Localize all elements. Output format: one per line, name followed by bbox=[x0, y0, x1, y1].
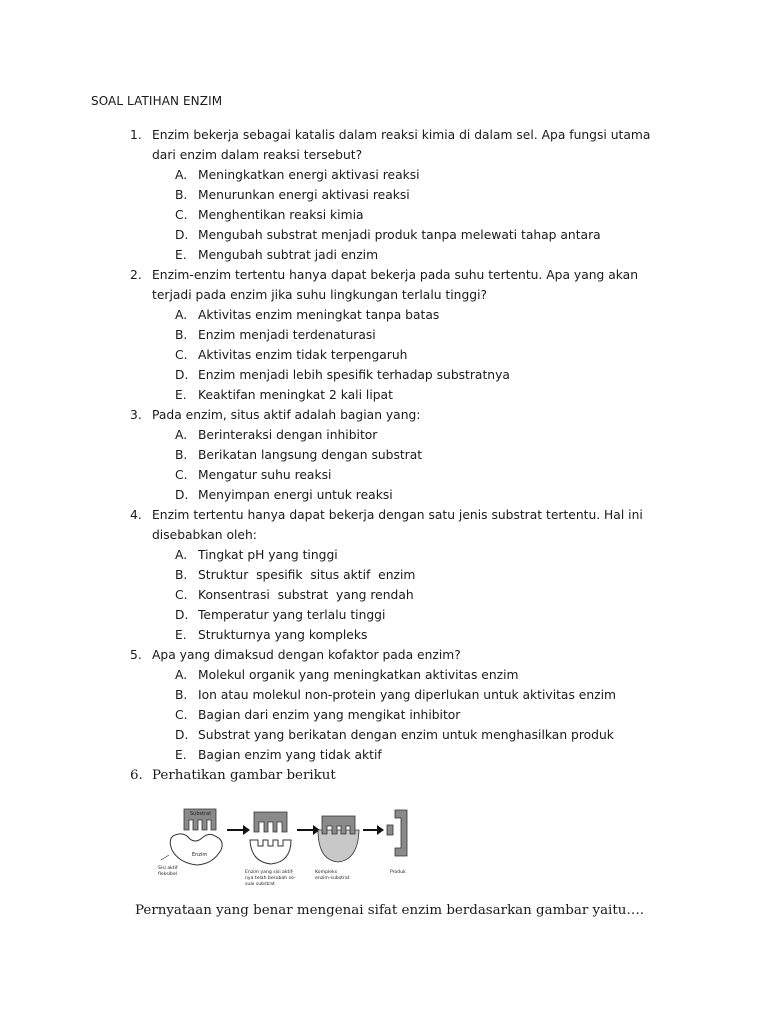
question-5 bbox=[0, 645, 768, 765]
option-4b bbox=[0, 565, 768, 585]
option-text: Bagian dari enzim yang mengikat inhibitor bbox=[198, 708, 461, 722]
option-text: Mengubah subtrat jadi enzim bbox=[198, 248, 379, 262]
complex-shape bbox=[318, 816, 359, 862]
option-2c bbox=[0, 345, 768, 365]
changed-enzyme-label-line1: Enzim yang sisi aktif- bbox=[245, 870, 294, 875]
option-letter: C. bbox=[175, 588, 188, 602]
question-text: Pada enzim, situs aktif adalah bagian yang: bbox=[152, 408, 421, 422]
option-letter: A. bbox=[175, 308, 188, 322]
option-text: Mengatur suhu reaksi bbox=[198, 468, 332, 482]
option-text: Berinteraksi dengan inhibitor bbox=[198, 428, 378, 442]
option-1e bbox=[0, 245, 768, 265]
option-text: Enzim menjadi terdenaturasi bbox=[198, 328, 376, 342]
option-text: Temperatur yang terlalu tinggi bbox=[198, 608, 386, 622]
option-5a bbox=[0, 665, 768, 685]
option-4c bbox=[0, 585, 768, 605]
option-letter: B. bbox=[175, 448, 188, 462]
question-number: 2. bbox=[130, 268, 142, 282]
option-text: Ion atau molekul non-protein yang diperlukan untuk aktivitas enzim bbox=[198, 688, 616, 702]
question-text: Apa yang dimaksud dengan kofaktor pada enzim? bbox=[152, 648, 461, 662]
option-text: Aktivitas enzim meningkat tanpa batas bbox=[198, 308, 440, 322]
option-letter: C. bbox=[175, 348, 188, 362]
question-text: Enzim tertentu hanya dapat bekerja dengan satu jenis substrat tertentu. Hal ini disebabkan oleh: bbox=[152, 508, 643, 542]
option-letter: D. bbox=[175, 728, 189, 742]
option-1c bbox=[0, 205, 768, 225]
option-2a bbox=[0, 305, 768, 325]
active-site-label-line1: Sisi aktif bbox=[158, 866, 178, 871]
complex-label-line2: enzim-substrat bbox=[315, 876, 350, 881]
changed-enzyme-label-line2: nya telah berubah se- bbox=[245, 876, 296, 881]
option-letter: B. bbox=[175, 188, 188, 202]
induced-fit-figure bbox=[155, 800, 425, 900]
substrate-label: Substrat bbox=[190, 811, 212, 817]
option-5d bbox=[0, 725, 768, 745]
option-letter: E. bbox=[175, 628, 187, 642]
question-number: 3. bbox=[130, 408, 142, 422]
option-text: Strukturnya yang kompleks bbox=[198, 628, 368, 642]
option-letter: D. bbox=[175, 488, 189, 502]
option-2b bbox=[0, 325, 768, 345]
option-text: Aktivitas enzim tidak terpengaruh bbox=[198, 348, 408, 362]
pointer-line bbox=[161, 855, 169, 860]
option-3d bbox=[0, 485, 768, 505]
option-text: Bagian enzim yang tidak aktif bbox=[198, 748, 382, 762]
changed-enzyme-label-line3: suai substrat bbox=[245, 882, 275, 887]
option-letter: B. bbox=[175, 688, 188, 702]
option-1a bbox=[0, 165, 768, 185]
option-letter: E. bbox=[175, 248, 187, 262]
question-list bbox=[0, 125, 768, 787]
option-1d bbox=[0, 225, 768, 245]
substrate-shape-2 bbox=[254, 812, 287, 832]
question-2 bbox=[0, 265, 768, 405]
option-text: Tingkat pH yang tinggi bbox=[198, 548, 338, 562]
option-1b bbox=[0, 185, 768, 205]
option-letter: E. bbox=[175, 748, 187, 762]
option-3a bbox=[0, 425, 768, 445]
product-shape bbox=[387, 810, 407, 856]
option-letter: E. bbox=[175, 388, 187, 402]
option-3c bbox=[0, 465, 768, 485]
arrow-1 bbox=[227, 825, 250, 835]
option-letter: C. bbox=[175, 468, 188, 482]
option-letter: C. bbox=[175, 208, 188, 222]
question-text: Perhatikan gambar berikut bbox=[152, 768, 336, 783]
question-4 bbox=[0, 505, 768, 645]
option-letter: D. bbox=[175, 228, 189, 242]
product-label: Produk bbox=[390, 870, 406, 875]
figure-statement: Pernyataan yang benar mengenai sifat enzim berdasarkan gambar yaitu…. bbox=[135, 903, 644, 918]
question-1 bbox=[0, 125, 768, 265]
question-number: 1. bbox=[130, 128, 142, 142]
question-number: 4. bbox=[130, 508, 142, 522]
induced-fit-diagram bbox=[155, 800, 425, 900]
option-letter: B. bbox=[175, 328, 188, 342]
active-site-label-line2: fleksibel bbox=[158, 872, 178, 877]
option-text: Menghentikan reaksi kimia bbox=[198, 208, 364, 222]
question-3 bbox=[0, 405, 768, 505]
option-text: Enzim menjadi lebih spesifik terhadap substratnya bbox=[198, 368, 510, 382]
option-text: Struktur spesifik situs aktif enzim bbox=[198, 568, 416, 582]
question-text: Enzim bekerja sebagai katalis dalam reaksi kimia di dalam sel. Apa fungsi utama dari enzim dalam reaksi tersebut? bbox=[152, 128, 651, 162]
option-text: Substrat yang berikatan dengan enzim untuk menghasilkan produk bbox=[198, 728, 614, 742]
option-letter: A. bbox=[175, 668, 188, 682]
complex-label-line1: Kompleks bbox=[315, 870, 338, 875]
option-letter: A. bbox=[175, 168, 188, 182]
option-2d bbox=[0, 365, 768, 385]
option-letter: D. bbox=[175, 368, 189, 382]
question-6 bbox=[0, 765, 768, 787]
option-text: Menurunkan energi aktivasi reaksi bbox=[198, 188, 410, 202]
question-number: 5. bbox=[130, 648, 142, 662]
option-text: Molekul organik yang meningkatkan aktivitas enzim bbox=[198, 668, 519, 682]
option-letter: A. bbox=[175, 428, 188, 442]
option-5e bbox=[0, 745, 768, 765]
option-4a bbox=[0, 545, 768, 565]
option-4e bbox=[0, 625, 768, 645]
document-title: SOAL LATIHAN ENZIM bbox=[91, 94, 223, 108]
option-3b bbox=[0, 445, 768, 465]
option-letter: C. bbox=[175, 708, 188, 722]
option-5c bbox=[0, 705, 768, 725]
option-5b bbox=[0, 685, 768, 705]
enzyme-shape-1 bbox=[170, 834, 222, 865]
option-letter: D. bbox=[175, 608, 189, 622]
option-letter: A. bbox=[175, 548, 188, 562]
option-2e bbox=[0, 385, 768, 405]
option-text: Keaktifan meningkat 2 kali lipat bbox=[198, 388, 393, 402]
option-text: Mengubah substrat menjadi produk tanpa melewati tahap antara bbox=[198, 228, 601, 242]
option-4d bbox=[0, 605, 768, 625]
option-text: Meningkatkan energi aktivasi reaksi bbox=[198, 168, 420, 182]
enzyme-shape-2 bbox=[250, 840, 291, 864]
arrow-3 bbox=[363, 825, 384, 835]
question-text: Enzim-enzim tertentu hanya dapat bekerja pada suhu tertentu. Apa yang akan terjadi pada enzim jika suhu lingkungan terlalu tinggi? bbox=[152, 268, 639, 302]
option-letter: B. bbox=[175, 568, 188, 582]
question-number: 6. bbox=[130, 768, 143, 783]
arrow-2 bbox=[297, 825, 320, 835]
enzyme-label: Enzim bbox=[192, 852, 208, 858]
option-text: Konsentrasi substrat yang rendah bbox=[198, 588, 414, 602]
option-text: Berikatan langsung dengan substrat bbox=[198, 448, 423, 462]
option-text: Menyimpan energi untuk reaksi bbox=[198, 488, 393, 502]
